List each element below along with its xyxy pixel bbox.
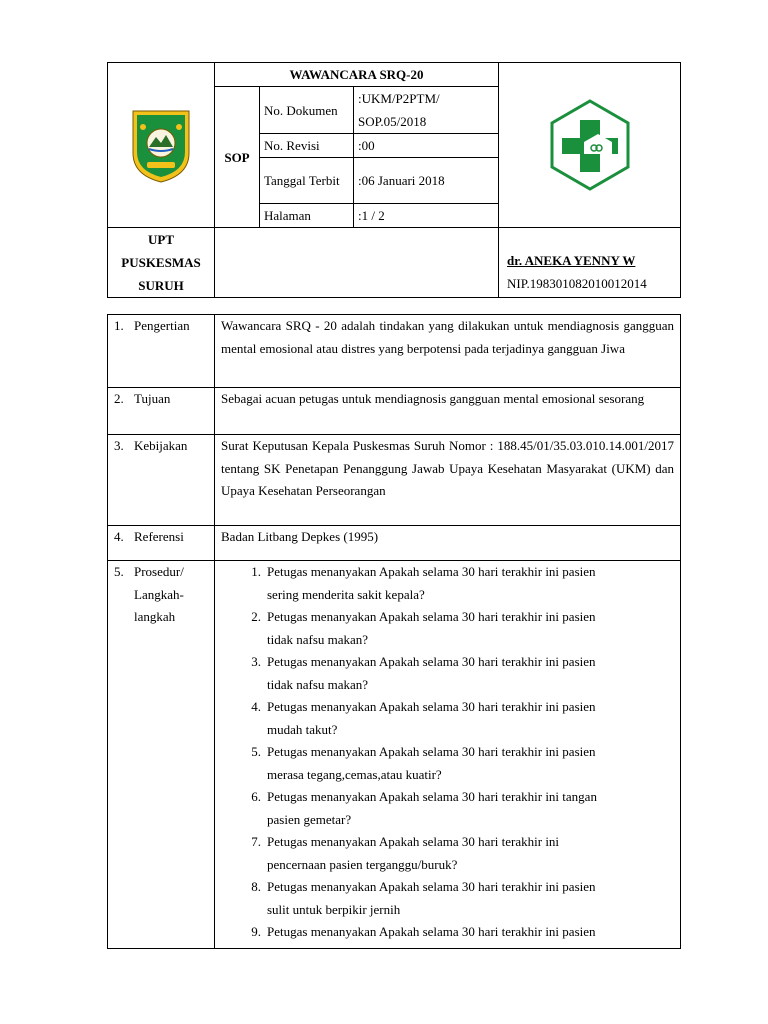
org-name: UPT PUSKESMAS SURUH <box>108 228 215 298</box>
section-label: Pengertian <box>134 318 190 333</box>
section-number: 2. <box>114 391 124 406</box>
regency-logo-cell <box>108 63 215 228</box>
document-title: WAWANCARA SRQ-20 <box>215 63 499 87</box>
regency-emblem-icon <box>125 105 197 185</box>
issue-date-value: :06 Januari 2018 <box>354 158 499 204</box>
section-text: Wawancara SRQ - 20 adalah tindakan yang dilakukan untuk mendiagnosis gangguan mental emosional atau distres yang berpotensi pada terjadinya gangguan Jiwa <box>215 315 681 388</box>
doc-number-label: No. Dokumen <box>260 87 354 134</box>
procedure-step: 8. Petugas menanyakan Apakah selama 30 hari terakhir ini pasien sulit untuk berpikir jernih <box>251 879 596 917</box>
procedure-step: 4. Petugas menanyakan Apakah selama 30 hari terakhir ini pasien mudah takut? <box>251 699 596 737</box>
signer-name: dr. ANEKA YENNY W <box>507 253 636 268</box>
sop-content-table <box>107 314 681 949</box>
blank-cell <box>215 228 499 298</box>
procedure-step: 5. Petugas menanyakan Apakah selama 30 hari terakhir ini pasien merasa tegang,cemas,atau kuatir? <box>251 744 596 782</box>
procedure-step: 1. Petugas menanyakan Apakah selama 30 hari terakhir ini pasien sering menderita sakit kepala? <box>251 564 596 602</box>
procedure-label: Prosedur/ Langkah- langkah <box>134 564 184 624</box>
procedure-step: 9. Petugas menanyakan Apakah selama 30 hari terakhir ini pasien <box>251 924 596 939</box>
signer-cell <box>499 228 681 298</box>
section-text: Sebagai acuan petugas untuk mendiagnosis gangguan mental emosional sesorang <box>215 388 681 435</box>
section-row <box>108 315 681 388</box>
section-number: 1. <box>114 318 124 333</box>
page-label: Halaman <box>260 204 354 228</box>
procedure-step: 3. Petugas menanyakan Apakah selama 30 hari terakhir ini pasien tidak nafsu makan? <box>251 654 596 692</box>
issue-date-label: Tanggal Terbit <box>260 158 354 204</box>
puskesmas-logo-cell <box>499 63 681 228</box>
revision-value: :00 <box>354 134 499 158</box>
section-label: Tujuan <box>134 391 171 406</box>
doc-number-value: :UKM/P2PTM/ SOP.05/2018 <box>354 87 499 134</box>
sop-label: SOP <box>215 87 260 228</box>
signer-nip: NIP.198301082010012014 <box>507 276 647 291</box>
section-row <box>108 526 681 561</box>
section-number: 5. <box>114 564 124 579</box>
procedure-step: 6. Petugas menanyakan Apakah selama 30 hari terakhir ini tangan pasien gemetar? <box>251 789 597 827</box>
section-number: 4. <box>114 529 124 544</box>
section-row <box>108 435 681 526</box>
section-label: Kebijakan <box>134 438 188 453</box>
section-label: Referensi <box>134 529 184 544</box>
revision-label: No. Revisi <box>260 134 354 158</box>
procedure-row <box>108 561 681 949</box>
header-table <box>107 62 681 298</box>
section-number: 3. <box>114 438 124 453</box>
section-text: Badan Litbang Depkes (1995) <box>215 526 681 561</box>
procedure-step: 7. Petugas menanyakan Apakah selama 30 hari terakhir ini pencernaan pasien terganggu/buruk? <box>251 834 560 872</box>
puskesmas-logo-icon <box>548 98 632 192</box>
page-value: :1 / 2 <box>354 204 499 228</box>
section-row <box>108 388 681 435</box>
section-text: Surat Keputusan Kepala Puskesmas Suruh Nomor : 188.45/01/35.03.010.14.001/2017 tentang SK Penetapan Penanggung Jawab Upaya Kesehatan Masyarakat (UKM) dan Upaya Kesehatan Perseorangan <box>215 435 681 526</box>
procedure-steps <box>215 561 674 944</box>
procedure-step: 2. Petugas menanyakan Apakah selama 30 hari terakhir ini pasien tidak nafsu makan? <box>251 609 596 647</box>
